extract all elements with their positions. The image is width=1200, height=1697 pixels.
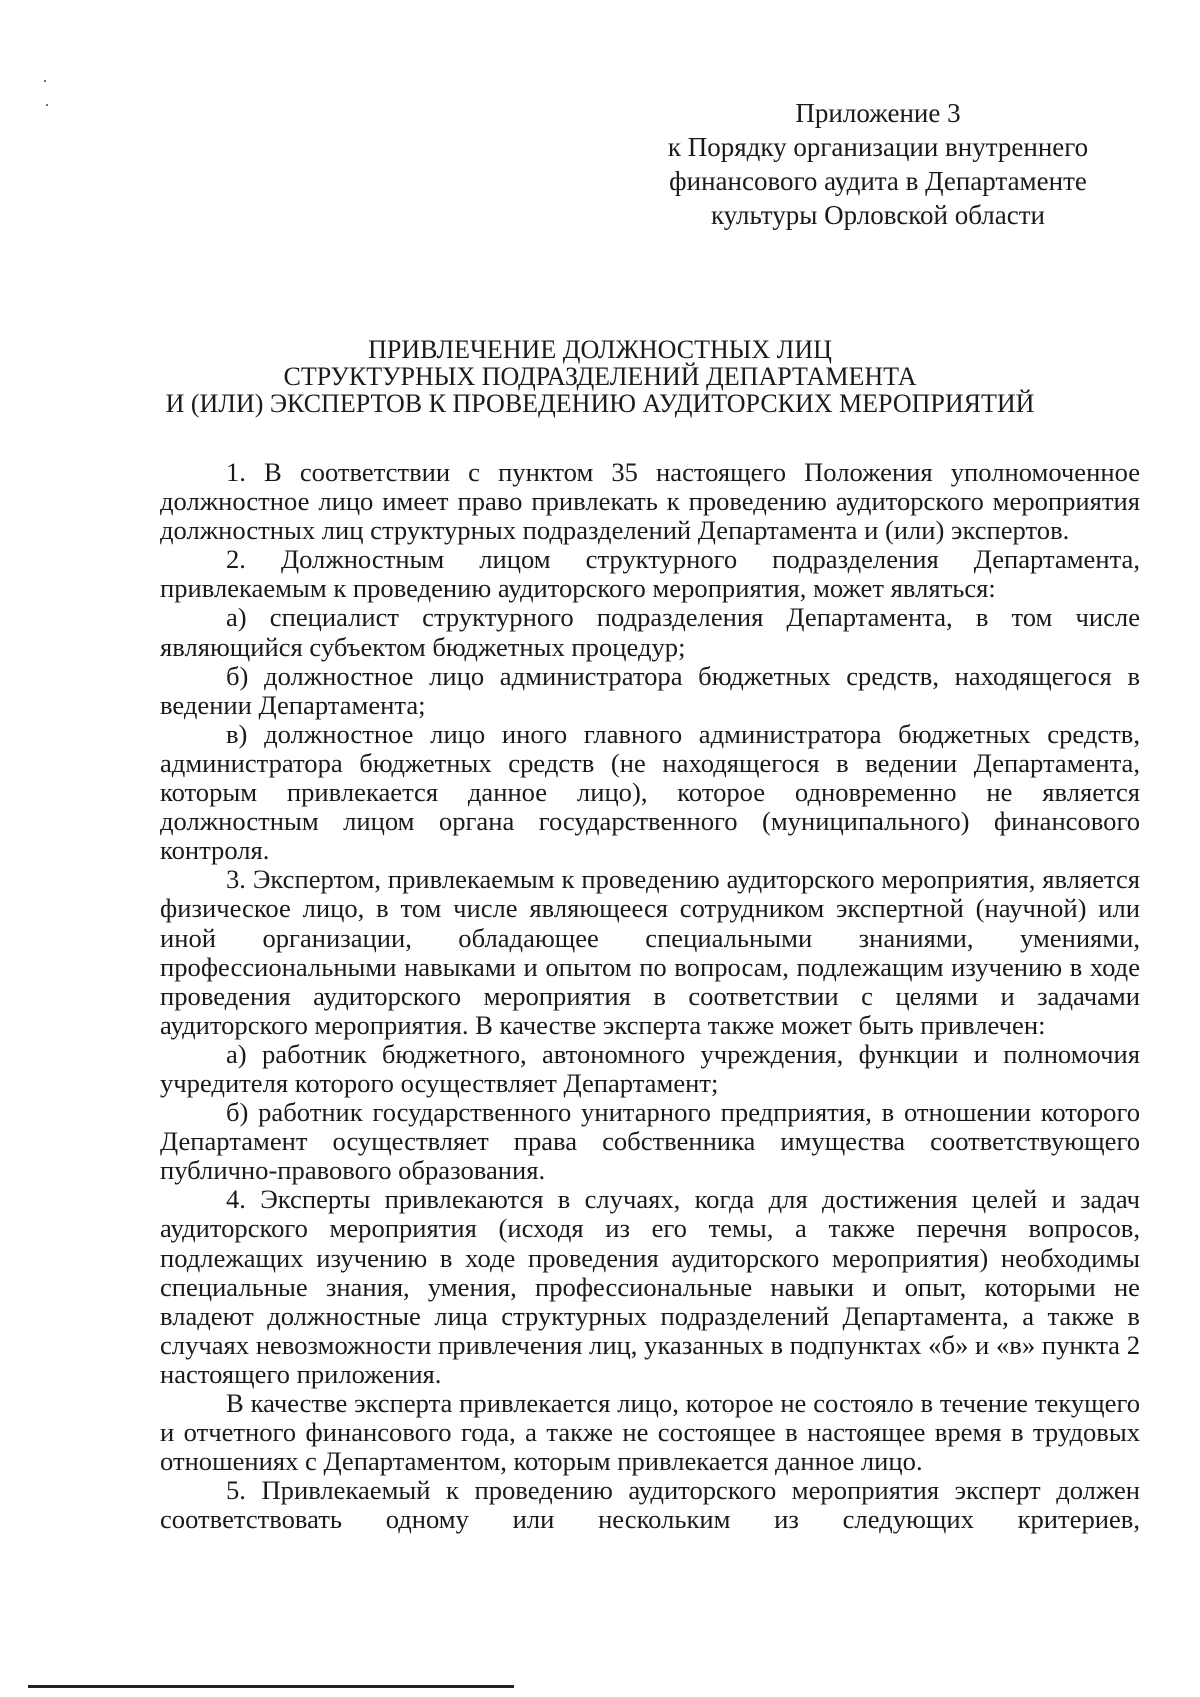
appendix-header: [648, 96, 1108, 232]
document-body: [160, 458, 1140, 1534]
appendix-line: культуры Орловской области: [710, 200, 1046, 230]
paragraph: б) работник государственного унитарного предприятия, в отношении которого Департамент осуществляет права собственника имущества соответствующего публично-правового образования.: [160, 1097, 1140, 1186]
scan-speck: [44, 80, 46, 82]
paragraph: б) должностное лицо администратора бюджетных средств, находящегося в ведении Департамента;: [160, 660, 1140, 720]
title-line: И (ИЛИ) ЭКСПЕРТОВ К ПРОВЕДЕНИЮ АУДИТОРСКИХ МЕРОПРИЯТИЙ: [165, 389, 1035, 418]
appendix-line: Приложение 3: [795, 98, 961, 128]
paragraph: 1. В соответствии с пунктом 35 настоящего Положения уполномоченное должностное лицо имеет право привлекать к проведению аудиторского мероприятия должностных лиц структурных подразделений Департамента и (или) экспертов.: [160, 457, 1140, 546]
paragraph: 3. Экспертом, привлекаемым к проведению аудиторского мероприятия, является физическое лицо, в том числе являющееся сотрудником экспертной (научной) или иной организации, обладающее специальными знаниями, умениями, профессиональными навыками и опытом по вопросам, подлежащим изучению в ходе проведения аудиторского мероприятия в соответствии с целями и задачами аудиторского мероприятия. В качестве эксперта также может быть привлечен:: [160, 864, 1140, 1040]
scan-speck: [46, 104, 48, 106]
title-line: ПРИВЛЕЧЕНИЕ ДОЛЖНОСТНЫХ ЛИЦ: [368, 335, 832, 364]
appendix-line: к Порядку организации внутреннего: [667, 132, 1089, 162]
document-title: [100, 336, 1100, 417]
paragraph: а) работник бюджетного, автономного учреждения, функции и полномочия учредителя которого осуществляет Департамент;: [160, 1038, 1140, 1098]
paragraph: 4. Эксперты привлекаются в случаях, когда для достижения целей и задач аудиторского мероприятия (исходя из его темы, а также перечня вопросов, подлежащих изучению в ходе проведения аудиторского мероприятия) необходимы специальные знания, умения, профессиональные навыки и опыт, которыми не владеют должностные лица структурных подразделений Департамента, а также в случаях невозможности привлечения лиц, указанных в подпунктах «б» и «в» пункта 2 настоящего приложения.: [160, 1184, 1140, 1389]
paragraph: 5. Привлекаемый к проведению аудиторского мероприятия эксперт должен соответствовать одному или нескольким из следующих критериев,: [160, 1475, 1140, 1535]
page-bottom-rule: [28, 1685, 514, 1688]
paragraph: 2. Должностным лицом структурного подразделения Департамента, привлекаемым к проведению аудиторского мероприятия, может являться:: [160, 544, 1140, 604]
appendix-line: финансового аудита в Департаменте: [669, 166, 1087, 196]
title-line: СТРУКТУРНЫХ ПОДРАЗДЕЛЕНИЙ ДЕПАРТАМЕНТА: [283, 362, 917, 391]
paragraph: в) должностное лицо иного главного администратора бюджетных средств, администратора бюджетных средств (не находящегося в ведении Департамента, которым привлекается данное лицо), которое одновременно не является должностным лицом органа государственного (муниципального) финансового контроля.: [160, 718, 1140, 866]
paragraph: а) специалист структурного подразделения Департамента, в том числе являющийся субъектом бюджетных процедур;: [160, 602, 1140, 662]
paragraph: В качестве эксперта привлекается лицо, которое не состояло в течение текущего и отчетного финансового года, а также не состоящее в настоящее время в трудовых отношениях с Департаментом, которым привлекается данное лицо.: [160, 1388, 1140, 1477]
